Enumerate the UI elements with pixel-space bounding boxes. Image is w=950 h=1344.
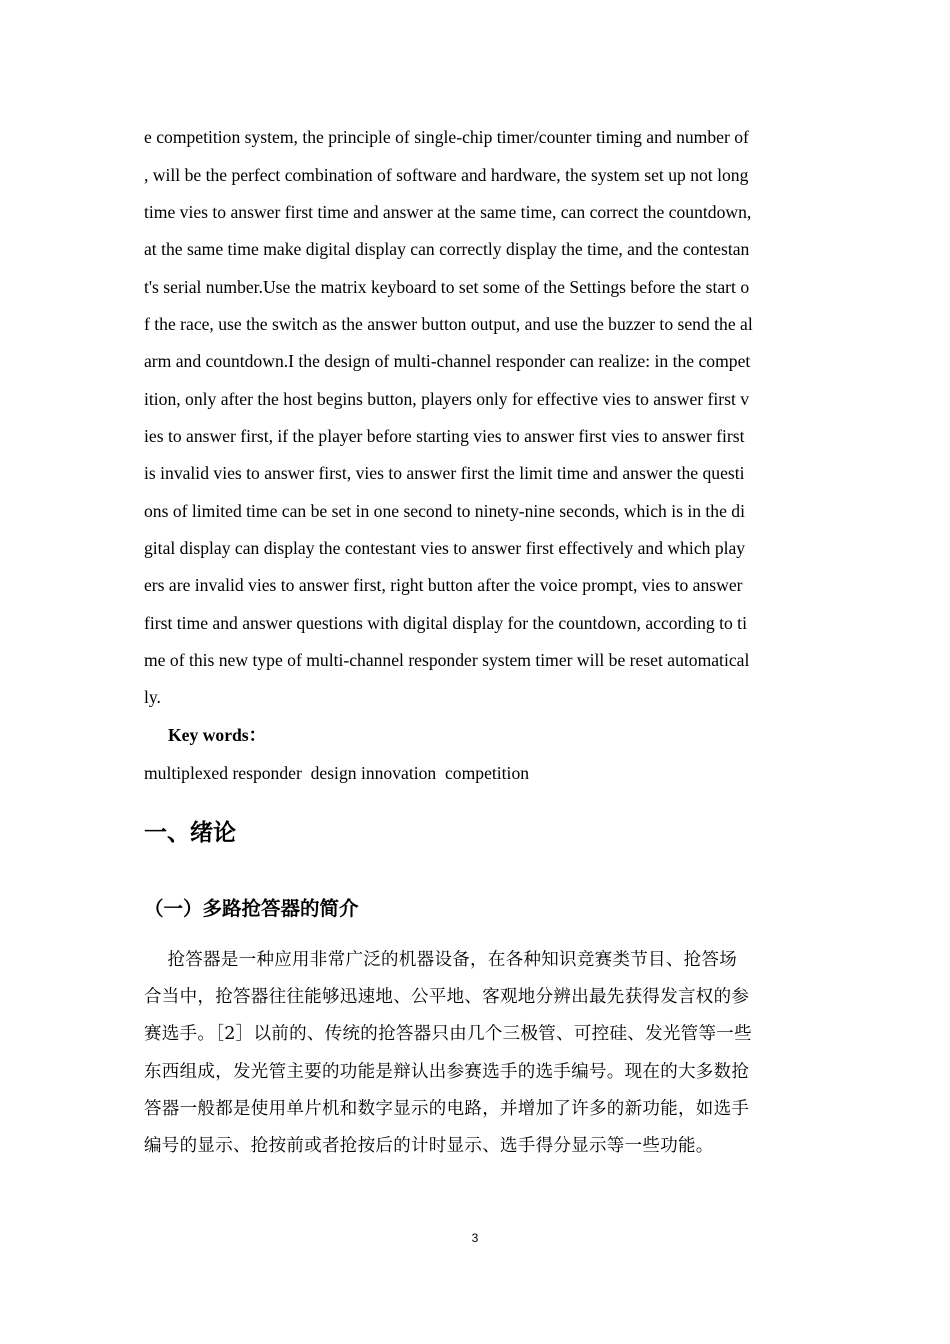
abstract-line: ons of limited time can be set in one second to ninety-nine seconds, which is in the di [144,501,745,521]
keywords-list: multiplexed responder design innovation competition [144,763,530,783]
abstract-line: at the same time make digital display can correctly display the time, and the contestan [144,239,750,259]
body-line: 答器一般都是使用单片机和数字显示的电路，并增加了许多的新功能，如选手 [144,1099,750,1119]
abstract-line: me of this new type of multi-channel responder system timer will be reset automatical [144,650,750,670]
keywords-label: Key words： [168,725,267,745]
abstract-line: ition, only after the host begins button, players only for effective vies to answer first v [144,389,750,409]
abstract-line: ers are invalid vies to answer first, right button after the voice prompt, vies to answer [144,575,743,595]
abstract-line: is invalid vies to answer first, vies to answer first the limit time and answer the questi [144,463,745,483]
abstract-line: ies to answer first, if the player before starting vies to answer first vies to answer first [144,426,745,446]
section-heading: 一、绪论 [144,820,236,846]
subsection-heading: （一）多路抢答器的简介 [144,897,359,920]
body-line: 东西组成，发光管主要的功能是辩认出参赛选手的选手编号。现在的大多数抢 [144,1062,750,1082]
abstract-line: t's serial number.Use the matrix keyboard to set some of the Settings before the start o [144,277,750,297]
page-number: 3 [471,1231,479,1245]
body-line: 合当中，抢答器往往能够迅速地、公平地、客观地分辨出最先获得发言权的参 [144,987,750,1007]
abstract-line: e competition system, the principle of single-chip timer/counter timing and number of [144,127,749,147]
abstract-line: first time and answer questions with digital display for the countdown, according to ti [144,613,747,633]
abstract-line: f the race, use the switch as the answer button output, and use the buzzer to send the al [144,314,753,334]
body-line: 赛选手。［2］以前的、传统的抢答器只由几个三极管、可控硅、发光管等一些 [144,1024,752,1044]
body-line: 编号的显示、抢按前或者抢按后的计时显示、选手得分显示等一些功能。 [144,1136,714,1156]
abstract-line: , will be the perfect combination of software and hardware, the system set up not long [144,165,749,185]
abstract-line: gital display can display the contestant vies to answer first effectively and which play [144,538,746,558]
abstract-line: time vies to answer first time and answer at the same time, can correct the countdown, [144,202,752,222]
body-line: 抢答器是一种应用非常广泛的机器设备，在各种知识竞赛类节目、抢答场 [144,950,738,970]
abstract-line: ly. [144,687,161,707]
abstract-line: arm and countdown.I the design of multi-channel responder can realize: in the compet [144,351,751,371]
